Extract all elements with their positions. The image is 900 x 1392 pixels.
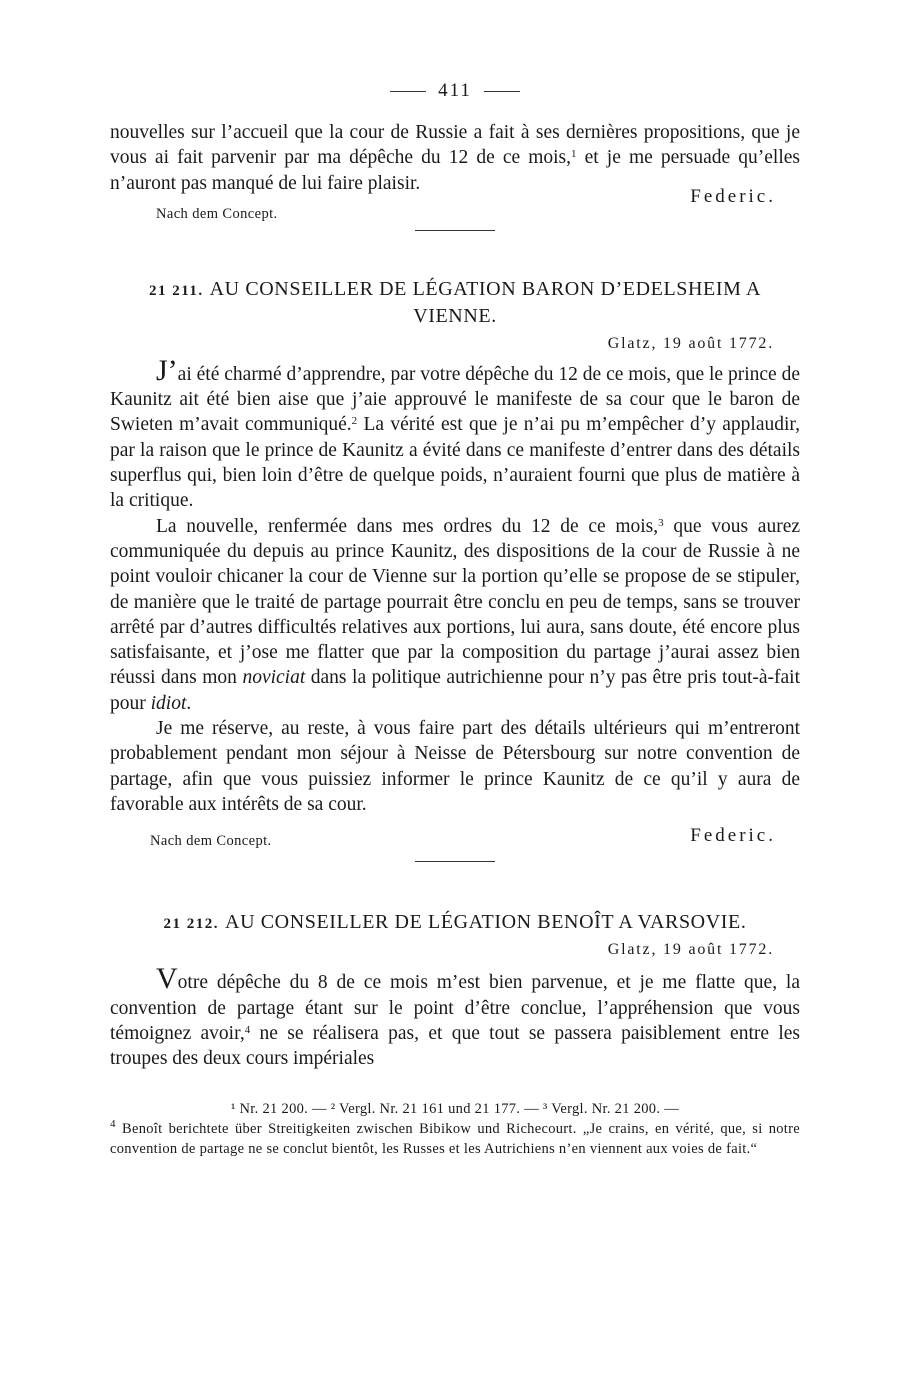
footnotes xyxy=(110,1099,800,1159)
letter-heading xyxy=(110,277,800,329)
paragraph-text: ne se réalisera pas, et que tout se passera paisiblement entre les troupes des deux cours impériales xyxy=(110,1022,800,1070)
section-divider xyxy=(415,230,495,231)
letter-paragraph xyxy=(110,353,800,514)
concept-note: Nach dem Concept. xyxy=(150,833,272,850)
place-date: Glatz, 19 août 1772. xyxy=(607,941,774,959)
footnote-references: ¹ Nr. 21 200. — ² Vergl. Nr. 21 161 und 21 177. — ³ Vergl. Nr. 21 200. — xyxy=(230,1101,680,1118)
signature: Federic. xyxy=(690,825,776,847)
letter-closing xyxy=(110,823,800,857)
letter-number: 21 211. xyxy=(148,282,204,299)
carry-over-closing xyxy=(110,185,800,230)
footnote-mark-4: 4 xyxy=(110,1118,116,1131)
letter-heading xyxy=(110,910,800,937)
paragraph-text: La vérité est que je n’ai pu m’empêcher d’y applaudir, par la raison que le prince de Kaunitz a évité dans ce manifeste d’entrer dans des détails superflus qui, bien loin d’être de quelque poids, n’auraient fourni que plus de matière à la critique. xyxy=(110,414,800,512)
section-divider xyxy=(415,861,495,862)
carry-over-text-b: et je me persuade qu’elles n’auront pas manqué de lui faire plaisir. xyxy=(110,147,801,194)
paragraph-text: . xyxy=(186,692,192,714)
footnote-ref-3: 3 xyxy=(658,516,664,529)
letter-number: 21 212. xyxy=(163,916,220,933)
place-date: Glatz, 19 août 1772. xyxy=(607,334,774,352)
letter-paragraph xyxy=(110,514,800,716)
footnote-ref-4: 4 xyxy=(244,1023,251,1036)
letter-title: AU CONSEILLER DE LÉGATION BENOÎT A VARSOVIE. xyxy=(225,911,747,934)
book-page xyxy=(110,80,800,1159)
paragraph-text: La nouvelle, renfermée dans mes ordres du 12 de ce mois, xyxy=(156,515,659,537)
carry-over-paragraph xyxy=(110,120,800,196)
emphasis-word: idiot xyxy=(150,692,187,714)
letter-title: AU CONSEILLER DE LÉGATION BARON D’EDELSHEIM A VIENNE. xyxy=(209,277,762,327)
paragraph-text: Votre dépêche du 8 de ce mois m’est bien parvenue, et je me flatte que, la convention de partage étant sur le point d’être conclue, l’appréhension que vous témoignez avoir, xyxy=(110,962,800,1044)
signature: Federic. xyxy=(690,185,776,207)
footnote-ref-2: 2 xyxy=(351,415,358,428)
page-number: 411 xyxy=(438,80,472,101)
paragraph-text: que vous aurez communiquée du depuis au prince Kaunitz, des dispositions de la cour de Russie à ne point vouloir chicaner la cour de Vienne sur la portion qu’elle se propose de se stipuler, de manière que le traité de partage pourrait être conclu en peu de temps, sans se trouver arrêté par d’autres difficultés relatives aux portions, lui aura, sans doute, été encore plus satisfaisante, et j’ose me flatter que par la composition du partage j’aurai assez bien réussi dans mon xyxy=(110,515,801,689)
concept-note: Nach dem Concept. xyxy=(156,205,278,222)
paragraph-text: dans la politique autrichienne pour n’y pas être pris tout-à-fait pour xyxy=(110,667,800,714)
paragraph-text: J’ai été charmé d’apprendre, par votre dépêche du 12 de ce mois, que le prince de Kaunitz ait été bien aise que j’aie approuvé le manifeste de sa cour que le baron de Swieten m’avait communiqué. xyxy=(110,353,800,436)
footnote-ref-1: 1 xyxy=(571,148,577,161)
carry-over-text-a: nouvelles sur l’accueil que la cour de Russie a fait à ses dernières propositions, que je vous ai fait parvenir par ma dépêche du 12 de ce mois, xyxy=(110,122,800,169)
footnote-text: Benoît berichtete über Streitigkeiten zwischen Bibikow und Richecourt. „Je crains, en vérité, que, si notre convention de partage ne se conclut bientôt, les Russes et les Autrichiens n’en viennent aux voies de fait.“ xyxy=(110,1121,800,1158)
header-dash-right xyxy=(484,91,520,92)
page-header xyxy=(110,80,800,102)
letter-paragraph xyxy=(110,962,800,1071)
letter-paragraph: Je me réserve, au reste, à vous faire part des détails ultérieurs qui m’entreront probablement pendant mon séjour à Neisse de Pétersbourg sur notre convention de partage, afin que vous puissiez informer le prince Kaunitz de ce qu’il y aura de favorable aux intérêts de sa cour. xyxy=(110,718,800,815)
emphasis-word: noviciat xyxy=(242,667,306,689)
header-dash-left xyxy=(390,91,426,92)
footnote-4 xyxy=(110,1119,800,1159)
